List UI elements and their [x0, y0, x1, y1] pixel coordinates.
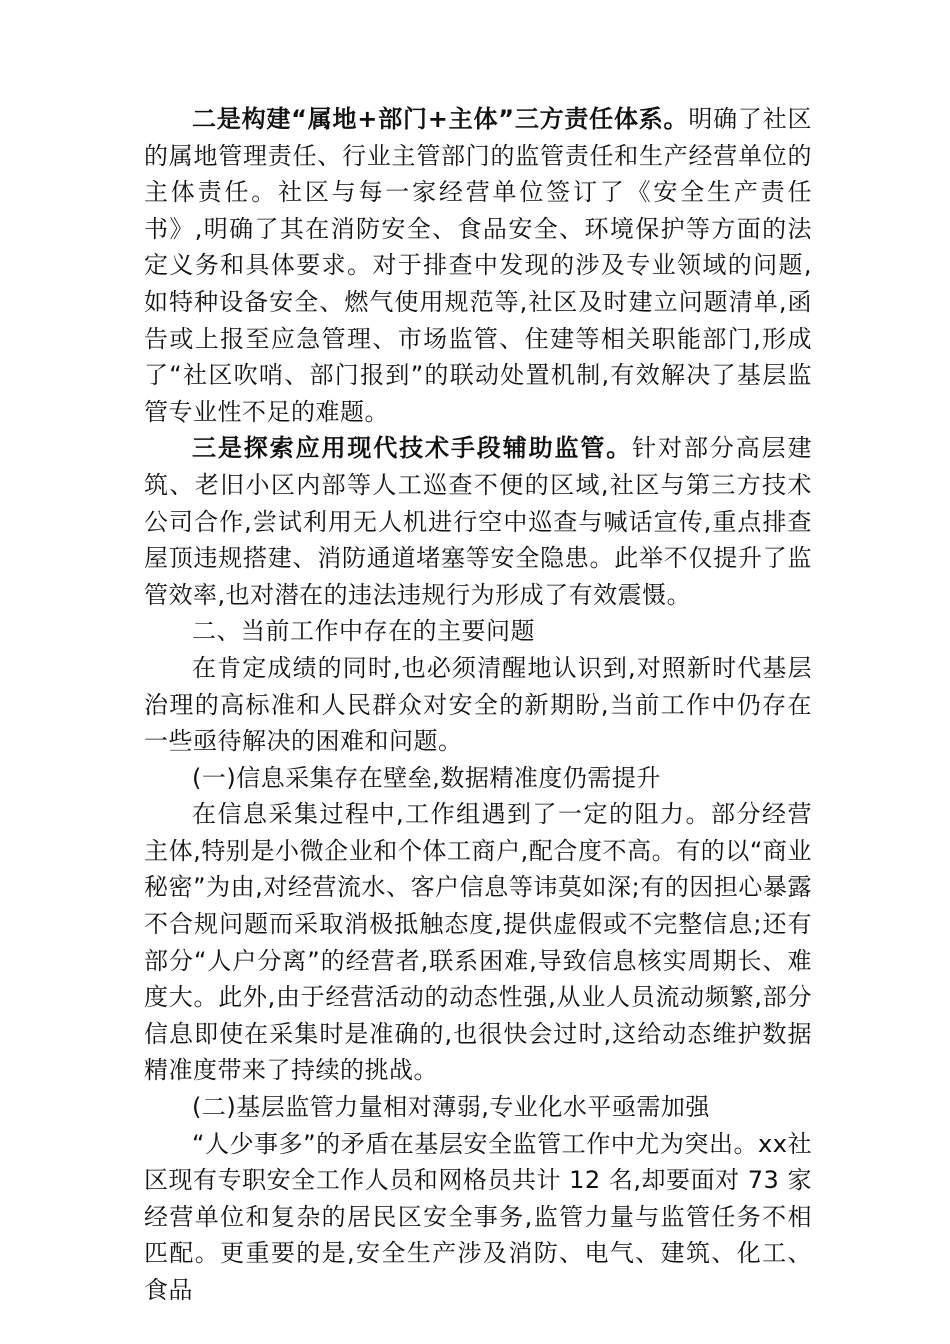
- paragraph-text: 针对部分高层建筑、老旧小区内部等人工巡查不便的区域,社区与第三方技术公司合作,尝试利用无人机进行空中巡查与喊话宣传,重点排查屋顶违规搭建、消防通道堵塞等安全隐患。此举不仅提升了监管效率,也对潜在的违法违规行为形成了有效震慑。: [144, 434, 813, 609]
- document-body: [144, 101, 812, 1309]
- section-heading-main-problems: 二、当前工作中存在的主要问题: [192, 617, 535, 646]
- paragraph-technology-supervision: [144, 430, 812, 613]
- subheading-information-collection: (一)信息采集存在壁垒,数据精准度仍需提升: [192, 763, 661, 792]
- paragraph-text: 明确了社区的属地管理责任、行业主管部门的监管责任和生产经营单位的主体责任。社区与每一家经营单位签订了《安全生产责任书》,明确了其在消防安全、食品安全、环境保护等方面的法定义务和具体要求。对于排查中发现的涉及专业领域的问题,如特种设备安全、燃气使用规范等,社区及时建立问题清单,函告或上报至应急管理、市场监管、住建等相关职能部门,形成了“社区吹哨、部门报到”的联动处置机制,有效解决了基层监管专业性不足的难题。: [144, 105, 813, 426]
- paragraph-lead-heading: 二是构建“属地+部门+主体”三方责任体系。: [192, 105, 689, 133]
- paragraph-lead-heading: 三是探索应用现代技术手段辅助监管。: [192, 434, 633, 463]
- paragraph-information-collection: 在信息采集过程中,工作组遇到了一定的阻力。部分经营主体,特别是小微企业和个体工商户,配合度不高。有的以“商业秘密”为由,对经营流水、客户信息等讳莫如深;有的因担心暴露不合规问题而采取消极抵触态度,提供虚假或不完整信息;还有部分“人户分离”的经营者,联系困难,导致信息核实周期长、难度大。此外,由于经营活动的动态性强,从业人员流动频繁,部分信息即使在采集时是准确的,也很快会过时,这给动态维护数据精准度带来了持续的挑战。: [144, 800, 812, 1085]
- paragraph-problems-intro: 在肯定成绩的同时,也必须清醒地认识到,对照新时代基层治理的高标准和人民群众对安全的新期盼,当前工作中仍存在一些亟待解决的困难和问题。: [144, 653, 812, 756]
- subheading-supervision-strength: (二)基层监管力量相对薄弱,专业化水平亟需加强: [192, 1093, 710, 1122]
- paragraph-supervision-strength: “人少事多”的矛盾在基层安全监管工作中尤为突出。xx社区现有专职安全工作人员和网格员共计 12 名,却要面对 73 家经营单位和复杂的居民区安全事务,监管力量与监管任务不相匹配。更重要的是,安全生产涉及消防、电气、建筑、化工、食品: [144, 1129, 812, 1304]
- paragraph-responsibility-system: [144, 101, 812, 430]
